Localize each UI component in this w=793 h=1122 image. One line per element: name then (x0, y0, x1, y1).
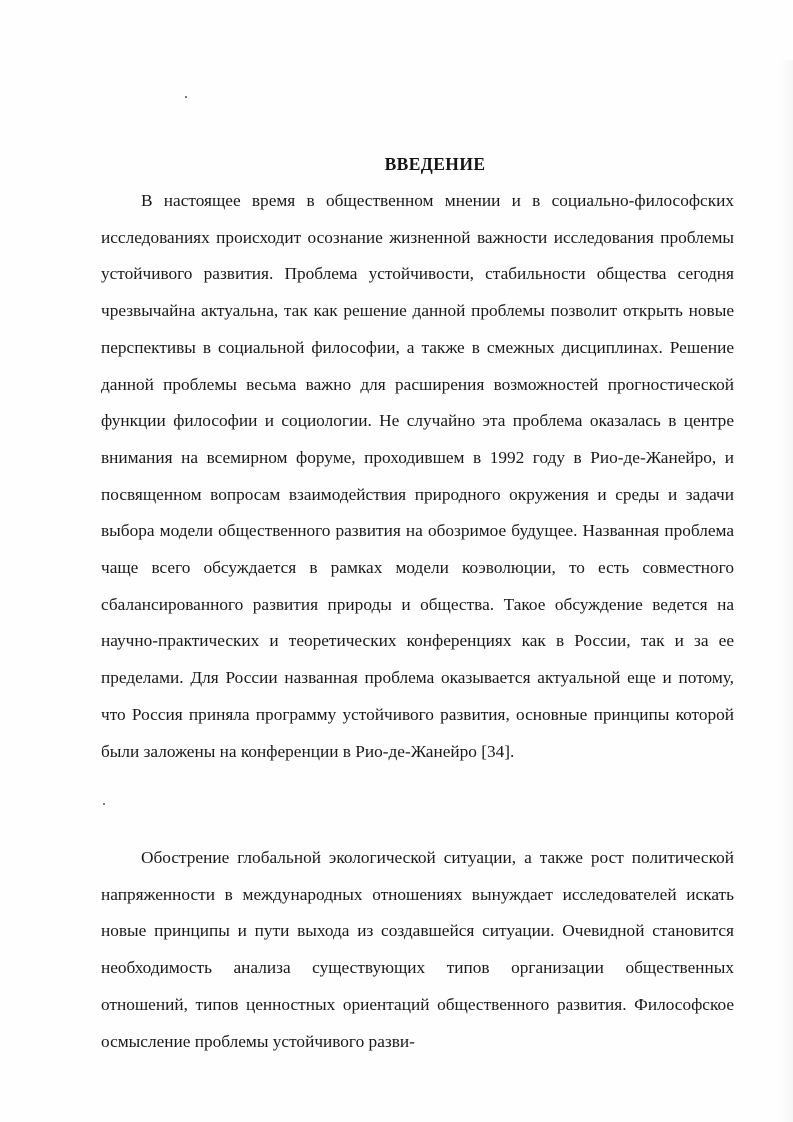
scan-speck (103, 803, 105, 805)
paragraph-2: Обострение глобальной экологической ситуации, а также рост политической напряженности в международных отношениях вынуждает исследователей искать новые принципы и пути выхода из создавшейся ситуации. Очевидной становится необходимость анализа существующих типов организации общественных отношений, типов ценностных ориентаций общественного развития. Философское осмысление проблемы устойчивого разви- (101, 848, 734, 1051)
paragraph-1: В настоящее время в общественном мнении и в социально-философских исследованиях происходит осознание жизненной важности исследования проблемы устойчивого развития. Проблема устойчивости, стабильности общества сегодня чрезвычайна актуальна, так как решение данной проблемы позволит открыть новые перспективы в социальной философии, а также в смежных дисциплинах. Решение данной проблемы весьма важно для расширения возможностей прогностической функции философии и социологии. Не случайно эта проблема оказалась в центре внимания на всемирном форуме, проходившем в 1992 году в Рио-де-Жанейро, и посвященном вопросам взаимодействия природного окружения и среды и задачи выбора модели общественного развития на обозримое будущее. Названная проблема чаще всего обсуждается в рамках модели коэволюции, то есть совместного сбалансированного развития природы и общества. Такое обсуждение ведется на научно-практических и теоретических конференциях как в России, так и за ее пределами. Для России названная проблема оказывается актуальной еще и потому, что Россия приняла программу устойчивого развития, основные принципы которой были заложены на конференции в Рио-де-Жанейро [34]. (101, 191, 734, 761)
scan-edge-shadow (779, 60, 793, 1122)
page-title: ВВЕДЕНИЕ (384, 154, 486, 174)
scan-speck (185, 96, 187, 98)
